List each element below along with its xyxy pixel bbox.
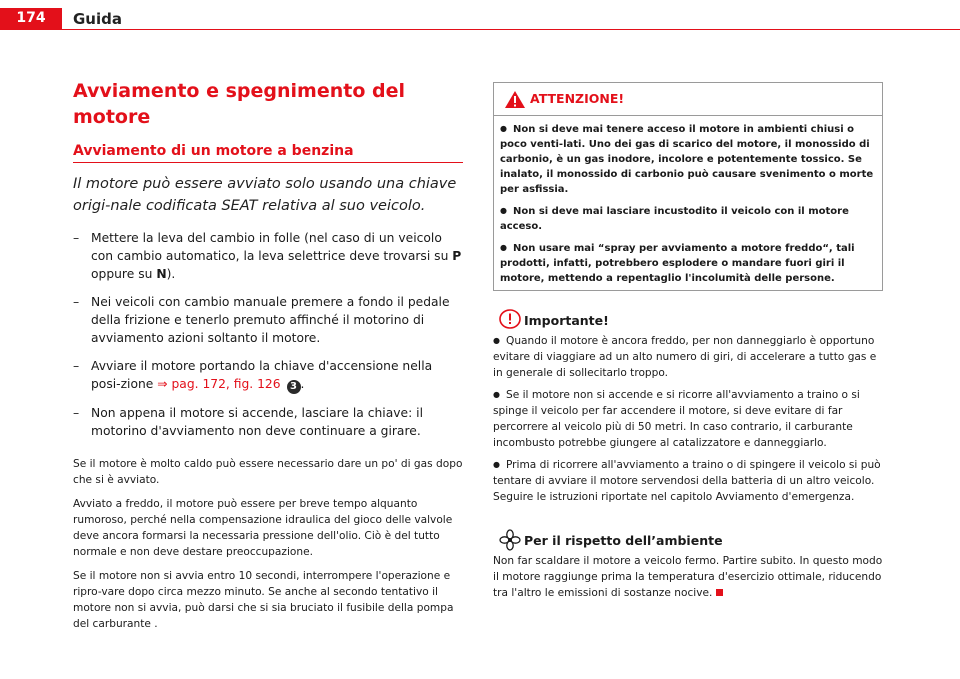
warning-title: ATTENZIONE!: [530, 91, 625, 106]
callout-number-3: 3: [287, 380, 301, 394]
warning-item: ● Non si deve mai lasciare incustodito il veicolo con il motore acceso.: [500, 206, 849, 232]
page-header: [0, 0, 960, 32]
page-number: 174: [0, 8, 62, 29]
end-of-section-mark: [716, 589, 723, 596]
gear-p: P: [452, 249, 462, 263]
chapter-heading: Avviamento e spegnimento del motore: [73, 80, 405, 128]
note-hot-engine: Se il motore è molto caldo può essere necessario dare un po' di gas dopo che si è avviato.: [73, 458, 463, 486]
header-rule: [0, 29, 960, 30]
step-3: – Avviare il motore portando la chiave d'accensione nella posi-zione ⇒ pag. 172, fig. 126 3 .: [73, 359, 433, 392]
warning-body: [494, 116, 882, 290]
step-dash: –: [73, 231, 80, 245]
warning-header: [494, 83, 882, 116]
right-column: [493, 82, 883, 607]
warning-box: [493, 82, 883, 291]
step-2: – Nei veicoli con cambio manuale premere a fondo il pedale della frizione e tenerlo premuto affinché il motorino di avviamento azioni soltanto il motore.: [73, 295, 450, 345]
flower-icon: [499, 529, 521, 551]
note-no-start: Se il motore non si avvia entro 10 secondi, interrompere l'operazione e ripro-vare dopo circa mezzo minuto. Se anche al secondo tentativo il motore non si avvia, può darsi che si sia bruciato il fusibile della pompa del carburante .: [73, 570, 454, 630]
warning-item: ● Non usare mai “spray per avviamento a motore freddo“, tali prodotti, infatti, potrebbero esplodere o mandare fuori giri il motore, mettendo a repentaglio l'incolumità delle persone.: [500, 243, 855, 284]
section-heading: Avviamento di un motore a benzina: [73, 142, 463, 163]
intro-paragraph: Il motore può essere avviato solo usando una chiave origi-nale codificata SEAT relativa al suo veicolo.: [73, 176, 457, 214]
important-item: ● Se il motore non si accende e si ricorre all'avviamento a traino o si spinge il veicolo per far accendere il motore, si deve evitare di far percorrere al veicolo più di 50 metri. In caso contrario, il carburante incombusto potrebbe giungere al catalizzatore e danneggiarlo.: [493, 389, 860, 449]
step-4: – Non appena il motore si accende, lasciare la chiave: il motorino d'avviamento non deve continuare a girare.: [73, 406, 423, 438]
important-title: Importante!: [524, 313, 609, 328]
gear-n: N: [156, 267, 167, 281]
warning-triangle-icon: [504, 90, 526, 109]
note-cold-start: Avviato a freddo, il motore può essere per breve tempo alquanto rumoroso, perché nella compensazione idraulica del gioco delle valvole deve ancora formarsi la necessaria pressione dell'olio. Ciò è del tutto normale e non deve destare preoccupazione.: [73, 498, 453, 558]
environment-text: Non far scaldare il motore a veicolo fermo. Partire subito. In questo modo il motore raggiunge prima la temperatura d'esercizio ottimale, riducendo tra l'altro le emissioni di sostanze nocive.: [493, 555, 883, 599]
running-title: Guida: [73, 10, 122, 28]
environment-title: Per il rispetto dell’ambiente: [524, 533, 723, 548]
important-item: ● Quando il motore è ancora freddo, per non danneggiarlo è opportuno evitare di viaggiare ad un alto numero di giri, di accelerare a tutto gas e in generale di sollecitarlo troppo.: [493, 335, 877, 379]
left-column: [73, 78, 463, 640]
important-header: [493, 309, 883, 331]
environment-header: [493, 529, 883, 551]
important-item: ● Prima di ricorrere all'avviamento a traino o di spingere il veicolo si può tentare di avviare il motore servendosi della batteria di un altro veicolo. Seguire le istruzioni riportate nel capitolo Avviamento d'emergenza.: [493, 459, 881, 503]
exclamation-circle-icon: [499, 309, 521, 329]
page-reference-link[interactable]: ⇒ pag. 172, fig. 126: [157, 377, 281, 391]
warning-item: ● Non si deve mai tenere acceso il motore in ambienti chiusi o poco venti-lati. Uno dei gas di scarico del motore, il monossido di carbonio, è un gas inodore, incolore e potentemente tossico. Se inalato, il monossido di carbonio può causare svenimento o morte per asfissia.: [500, 124, 874, 195]
step-1: – Mettere la leva del cambio in folle (nel caso di un veicolo con cambio automatico, la leva selettrice deve trovarsi su P oppure su N).: [73, 231, 462, 281]
